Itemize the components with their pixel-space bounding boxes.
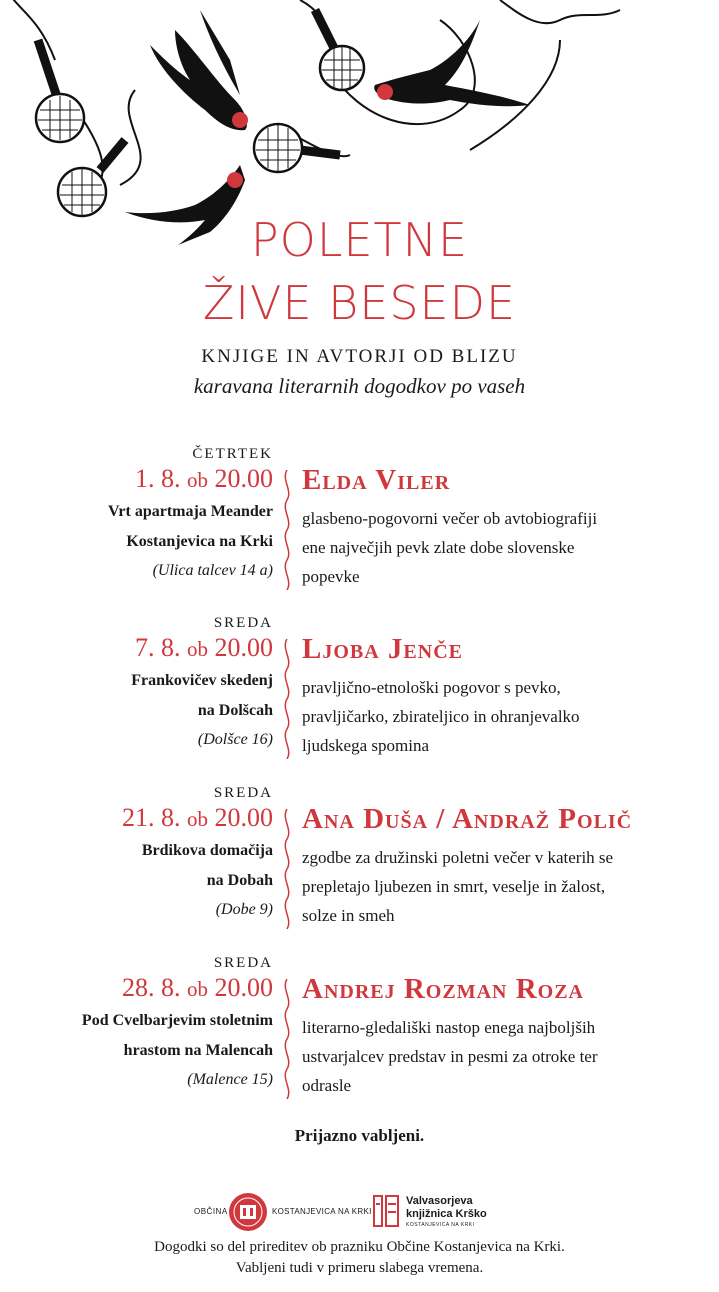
event-address: (Dolšce 16) [197, 731, 273, 748]
desc-line: popevke [302, 567, 360, 586]
header-illustration [0, 0, 719, 245]
desc-line: pravljičarko, zbirateljico in ohranjevalko [302, 707, 580, 726]
event-datetime [135, 633, 273, 663]
invitation-text: Prijazno vabljeni. [294, 1126, 425, 1145]
event-date: 7. 8. [135, 633, 181, 662]
wavy-divider [280, 639, 294, 759]
event-3 [0, 785, 719, 935]
desc-line: pravljično-etnološki pogovor s pevko, [302, 678, 561, 697]
municipality-crest-icon [228, 1192, 268, 1232]
event-address: (Ulica talcev 14 a) [152, 562, 273, 579]
wavy-divider [280, 979, 294, 1099]
event-ob: ob [187, 807, 208, 831]
event-day: SREDA [213, 615, 273, 631]
event-day: SREDA [213, 785, 273, 801]
desc-line: ljudskega spomina [302, 736, 430, 755]
event-2 [0, 615, 719, 765]
event-datetime [135, 464, 273, 494]
event-date: 28. 8. [122, 973, 181, 1002]
event-venue-line-2: Kostanjevica na Krki [126, 533, 273, 550]
library-name-line-2: knjižnica Krško [406, 1208, 487, 1220]
event-author: Elda Viler [302, 464, 451, 496]
event-description [302, 1013, 702, 1100]
desc-line: solze in smeh [302, 906, 395, 925]
event-day: SREDA [213, 955, 273, 971]
event-venue-line-1: Brdikova domačija [141, 842, 273, 859]
swallow-icon [374, 20, 530, 106]
swallow-icon [150, 10, 248, 130]
event-author: Ana Duša / Andraž Polič [302, 803, 633, 835]
desc-line: literarno-gledališki nastop enega najboljših [302, 1018, 596, 1037]
event-datetime [122, 803, 273, 833]
microphone-icon [58, 140, 125, 216]
event-description [302, 843, 702, 930]
event-address: (Dobe 9) [215, 901, 273, 918]
sponsor-logos [180, 1190, 540, 1234]
title-line-2: ŽIVE BESEDE [202, 276, 517, 330]
event-venue-line-1: Frankovičev skedenj [131, 672, 273, 689]
library-name-line-1: Valvasorjeva [406, 1195, 473, 1207]
title-line-1: POLETNE [250, 213, 469, 267]
obcina-label: OBČINA [194, 1207, 228, 1216]
event-time: 20.00 [214, 633, 273, 662]
event-ob: ob [187, 977, 208, 1001]
desc-line: zgodbe za družinski poletni večer v katerih se [302, 848, 614, 867]
event-date: 21. 8. [122, 803, 181, 832]
event-venue-line-1: Vrt apartmaja Meander [108, 503, 273, 520]
event-venue-line-1: Pod Cvelbarjevim stoletnim [81, 1012, 273, 1029]
microphone-icon [254, 124, 340, 172]
library-name-line-3: KOSTANJEVICA NA KRKI [406, 1222, 475, 1228]
desc-line: prepletajo ljubezen in smrt, veselje in žalost, [302, 877, 606, 896]
event-datetime [122, 973, 273, 1003]
desc-line: glasbeno-pogovorni večer ob avtobiografiji [302, 509, 598, 528]
event-day: ČETRTEK [192, 446, 273, 462]
event-1 [0, 446, 719, 596]
event-date: 1. 8. [135, 464, 181, 493]
subtitle: KNJIGE IN AVTORJI OD BLIZU [201, 346, 518, 367]
event-description [302, 673, 702, 760]
event-time: 20.00 [214, 464, 273, 493]
footer-line-1: Dogodki so del prireditev ob prazniku Občine Kostanjevica na Krki. [154, 1239, 565, 1255]
event-venue-line-2: na Dobah [206, 872, 273, 889]
microphone-icon [36, 40, 84, 142]
event-ob: ob [187, 468, 208, 492]
event-venue-line-2: hrastom na Malencah [123, 1042, 273, 1059]
desc-line: odrasle [302, 1076, 352, 1095]
event-time: 20.00 [214, 973, 273, 1002]
event-address: (Malence 15) [187, 1071, 273, 1088]
desc-line: ustvarjalcev predstav in pesmi za otroke ter [302, 1047, 598, 1066]
event-time: 20.00 [214, 803, 273, 832]
event-author: Andrej Rozman Roza [302, 973, 584, 1005]
microphone-icon [315, 10, 364, 90]
event-description [302, 504, 702, 591]
event-venue-line-2: na Dolšcah [197, 702, 273, 719]
library-logo-icon [372, 1194, 400, 1228]
desc-line: ene največjih pevk zlate dobe slovenske [302, 538, 575, 557]
municipality-name-label: KOSTANJEVICA NA KRKI [272, 1207, 372, 1216]
event-4 [0, 955, 719, 1105]
event-ob: ob [187, 637, 208, 661]
event-author: Ljoba Jenče [302, 633, 463, 665]
wavy-divider [280, 809, 294, 929]
tagline: karavana literarnih dogodkov po vaseh [193, 374, 526, 398]
footer-line-2: Vabljeni tudi v primeru slabega vremena. [235, 1260, 484, 1276]
wavy-divider [280, 470, 294, 590]
